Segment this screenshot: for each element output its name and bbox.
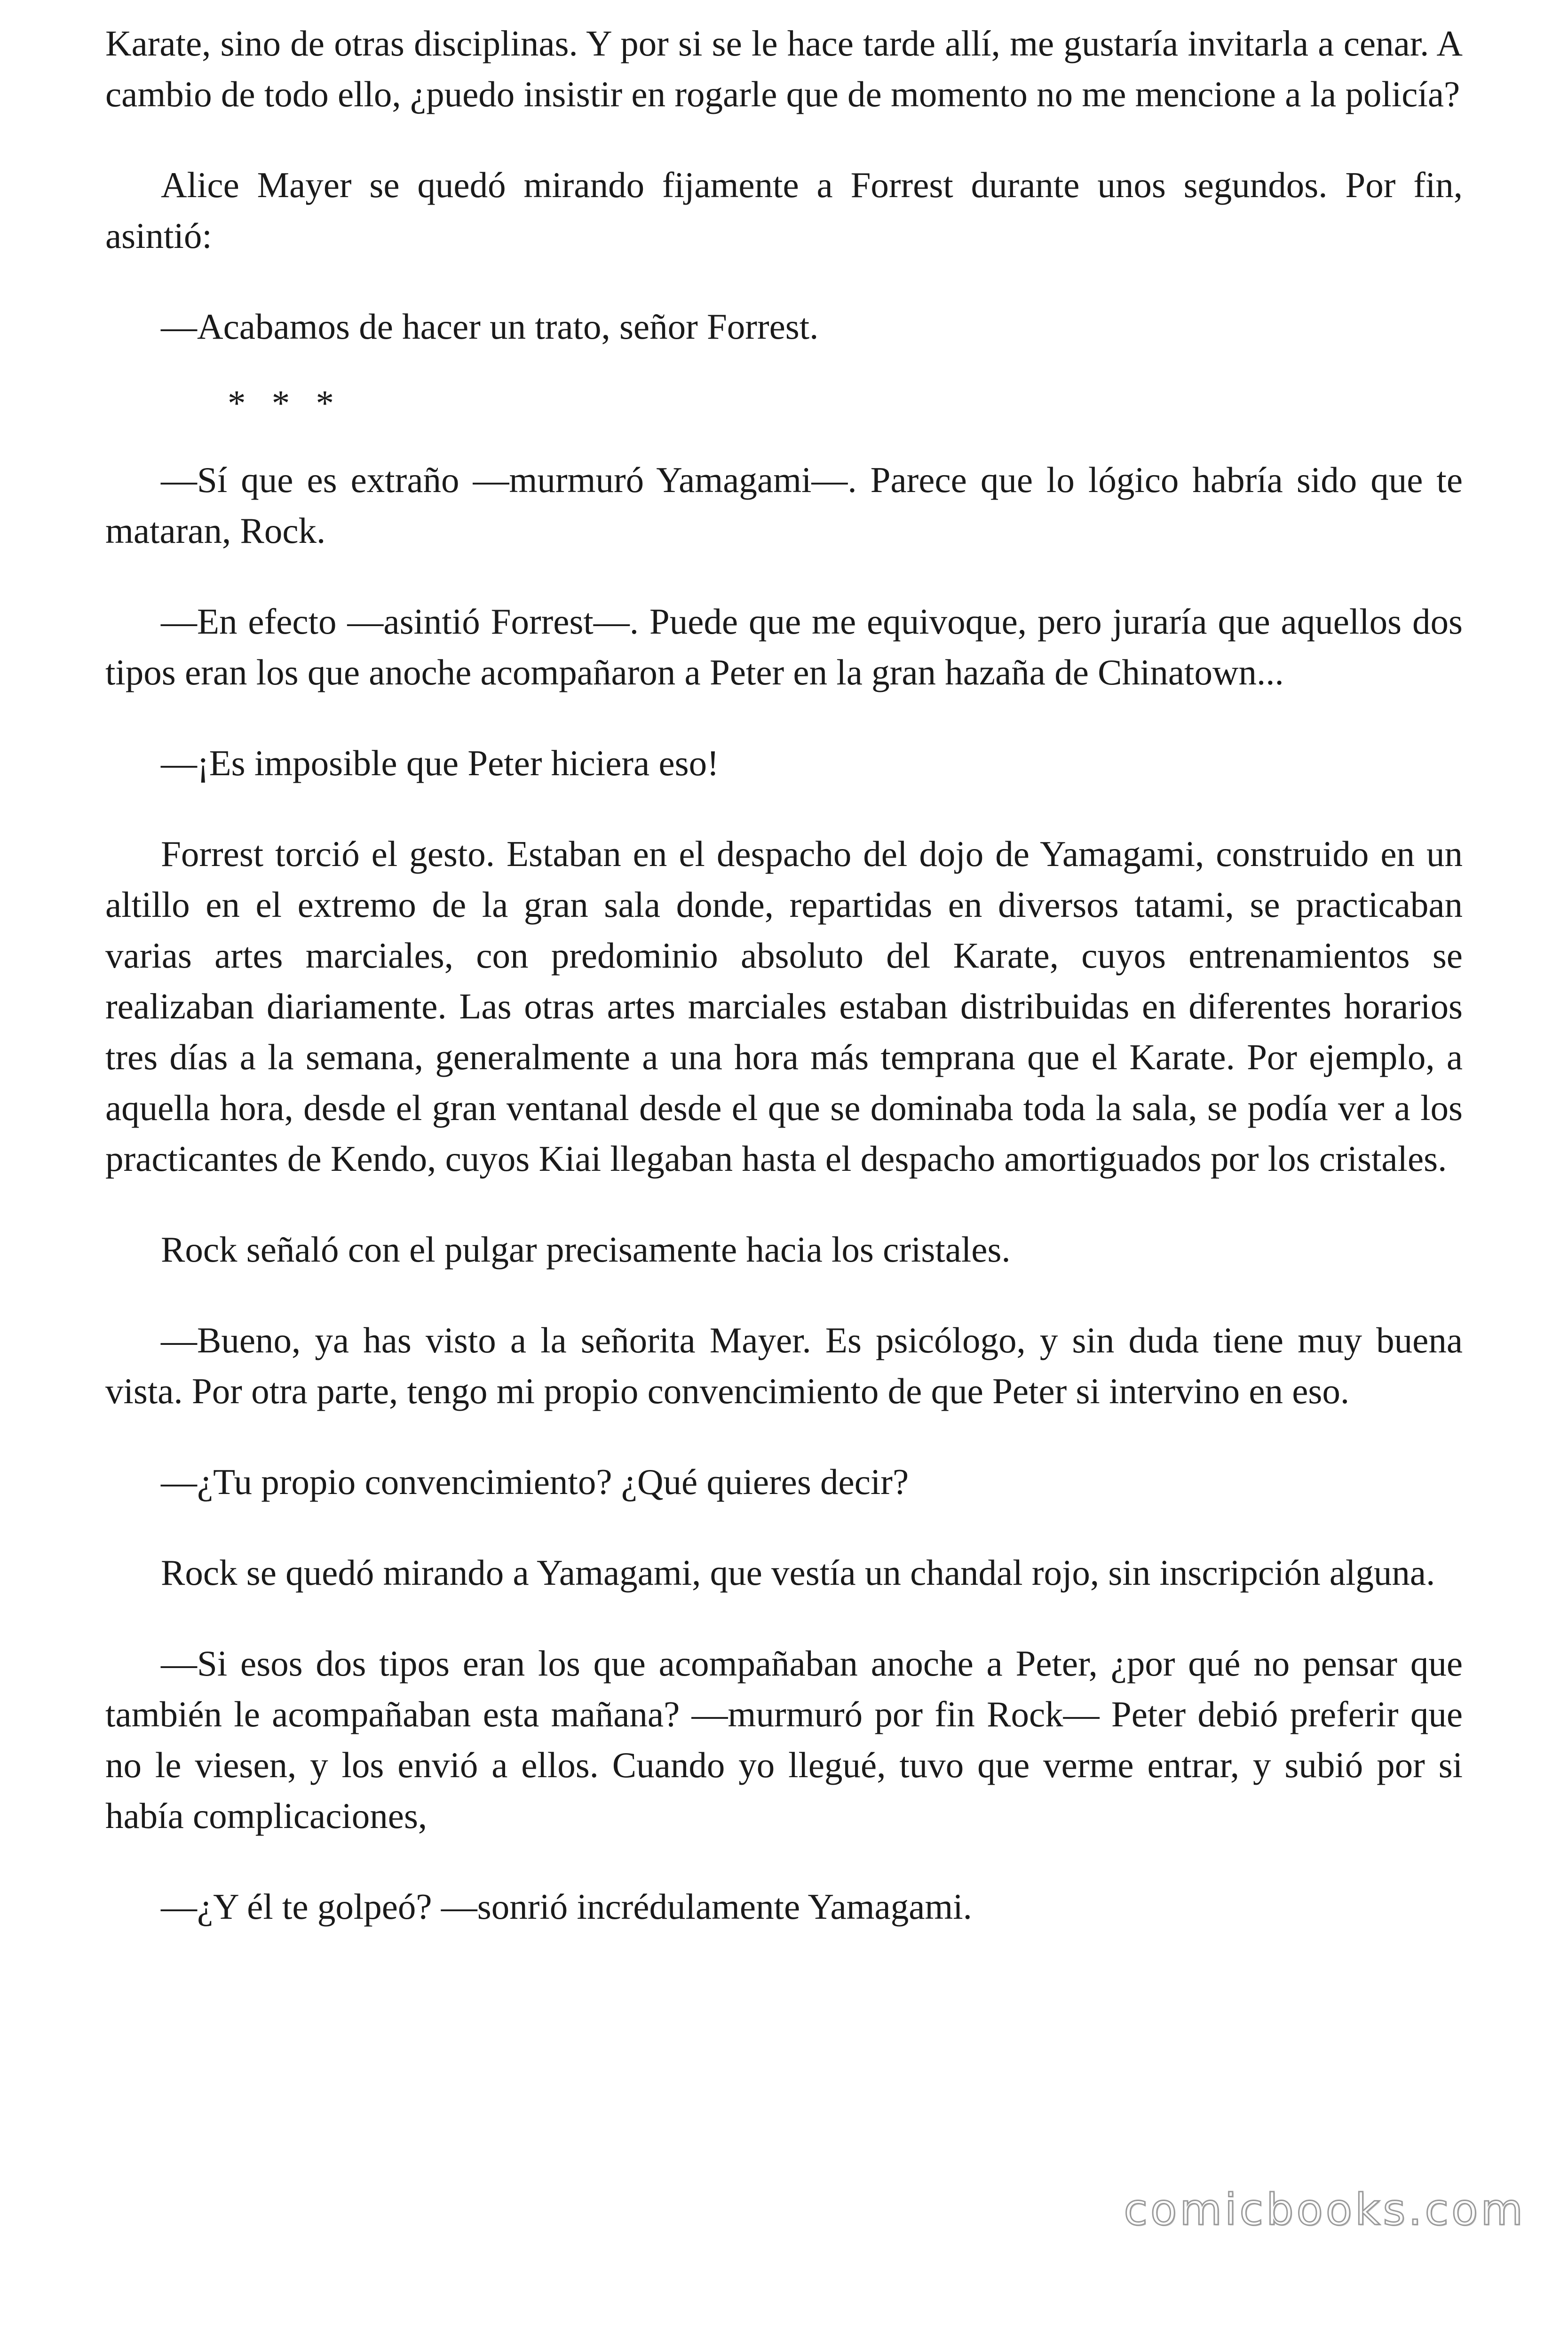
paragraph: Forrest torció el gesto. Estaban en el despacho del dojo de Yamagami, construido en un altillo en el extremo de la gran sala donde, repartidas en diversos tatami, se practicaban varias artes marciales, con predominio absoluto del Karate, cuyos entrenamientos se realizaban diariamente. Las otras artes marciales estaban distribuidas en diferentes horarios tres días a la semana, generalmente a una hora más temprana que el Karate. Por ejemplo, a aquella hora, desde el gran ventanal desde el que se dominaba toda la sala, se podía ver a los practicantes de Kendo, cuyos Kiai llegaban hasta el despacho amortiguados por los cristales. [105,834,1463,1179]
paragraph: —¿Y él te golpeó? —sonrió incrédulamente Yamagami. [161,1886,972,1927]
paragraph: —En efecto —asintió Forrest—. Puede que me equivoque, pero juraría que aquellos dos tipos eran los que anoche acompañaron a Peter en la gran hazaña de Chinatown... [105,601,1463,692]
paragraph: Rock se quedó mirando a Yamagami, que vestía un chandal rojo, sin inscripción alguna. [161,1552,1435,1593]
paragraph: Alice Mayer se quedó mirando fijamente a Forrest durante unos segundos. Por fin, asintió: [105,165,1463,256]
scene-separator: * * * [228,383,342,423]
paragraph: —Acabamos de hacer un trato, señor Forrest. [161,306,819,347]
paragraph: —¿Tu propio convencimiento? ¿Qué quieres decir? [161,1462,909,1502]
paragraph: Rock señaló con el pulgar precisamente hacia los cristales. [161,1229,1011,1270]
paragraph: —Sí que es extraño —murmuró Yamagami—. Parece que lo lógico habría sido que te mataran, Rock. [105,460,1463,551]
paragraph: —Si esos dos tipos eran los que acompañaban anoche a Peter, ¿por qué no pensar que también le acompañaban esta mañana? —murmuró por fin Rock— Peter debió preferir que no le viesen, y los envió a ellos. Cuando yo llegué, tuvo que verme entrar, y subió por si había complicaciones, [105,1643,1463,1836]
paragraph: —Bueno, ya has visto a la señorita Mayer. Es psicólogo, y sin duda tiene muy buena vista. Por otra parte, tengo mi propio convencimiento de que Peter si intervino en eso. [105,1320,1463,1411]
page-body [105,18,1463,1932]
paragraph: Karate, sino de otras disciplinas. Y por si se le hace tarde allí, me gustaría invitarla a cenar. A cambio de todo ello, ¿puedo insistir en rogarle que de momento no me mencione a la policía? [105,23,1463,114]
watermark: comicbooks.com [1124,2185,1526,2235]
paragraph: —¡Es imposible que Peter hiciera eso! [161,743,719,783]
